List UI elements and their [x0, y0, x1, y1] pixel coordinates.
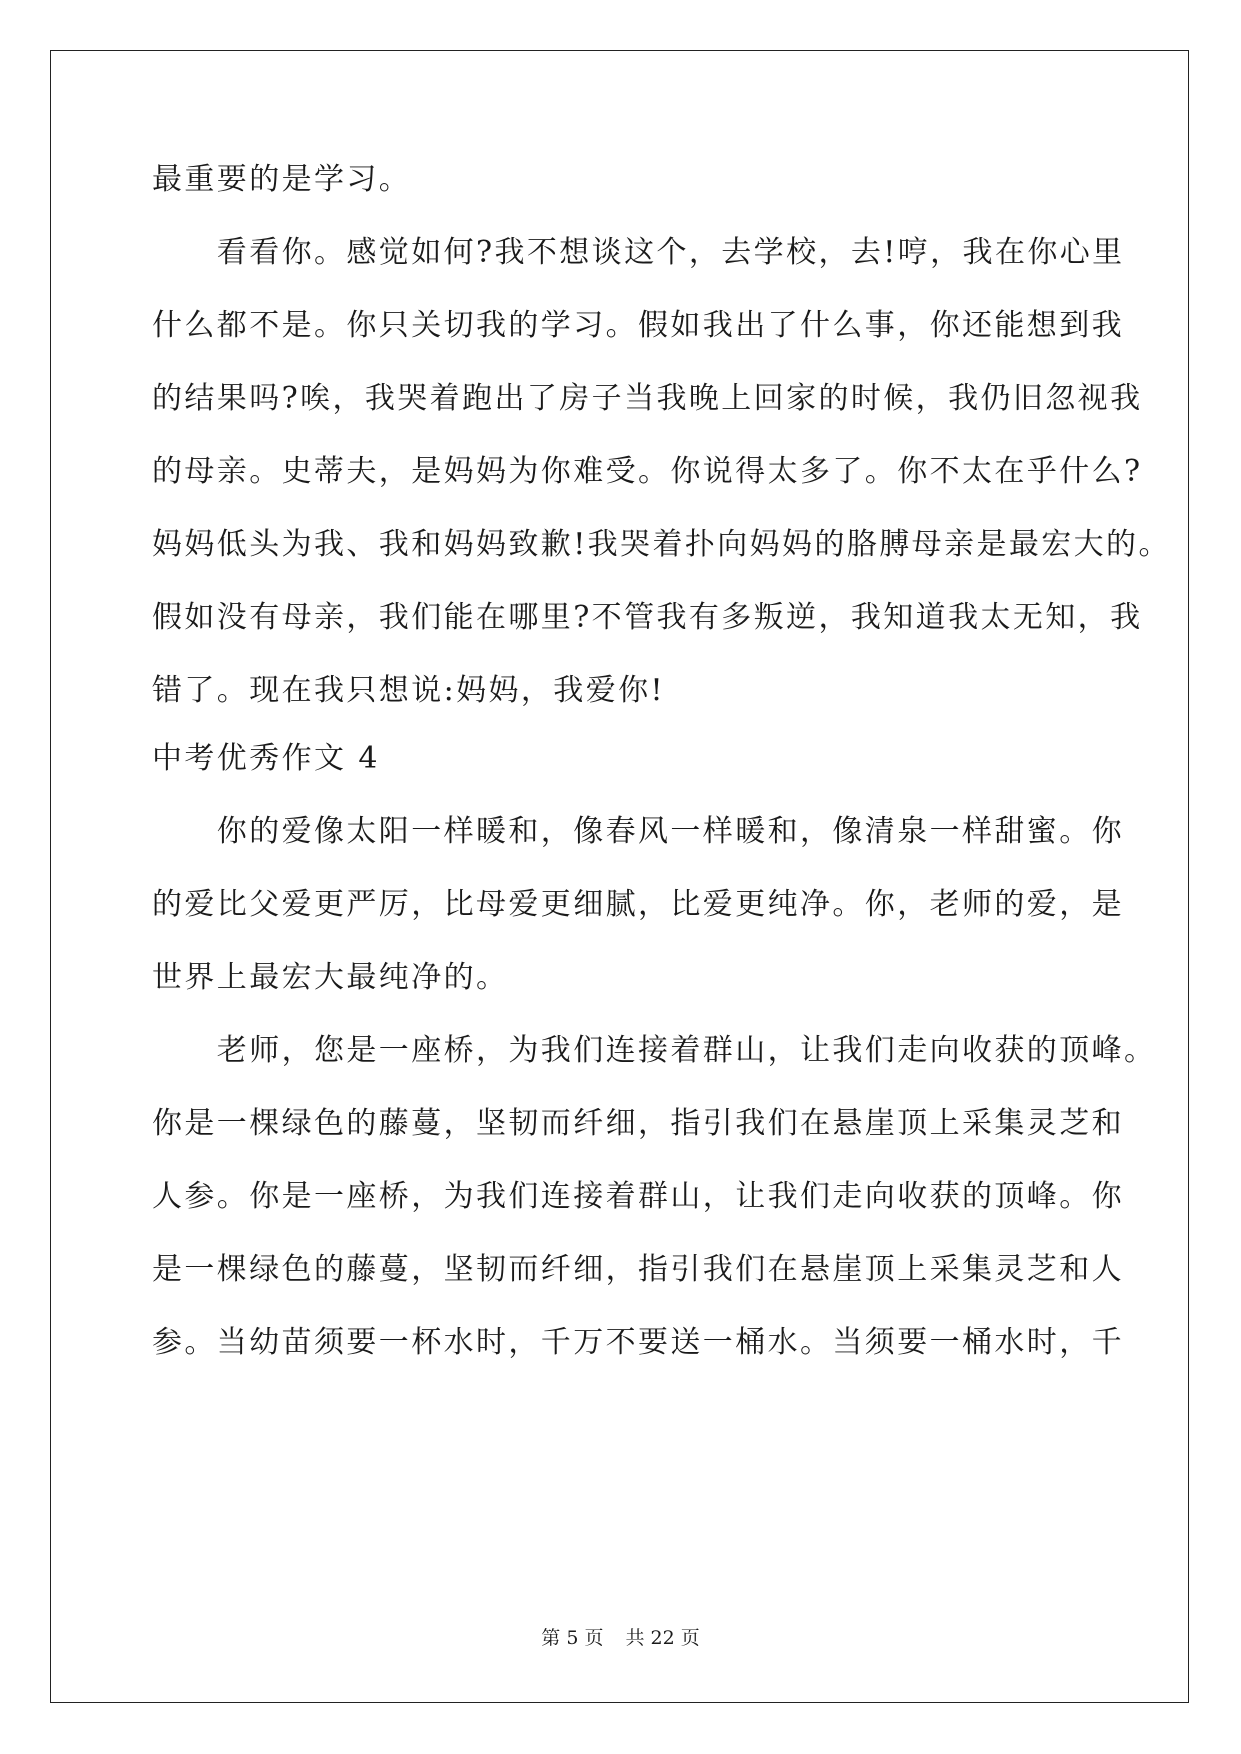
text-line: 假如没有母亲，我们能在哪里?不管我有多叛逆，我知道我太无知，我 — [152, 600, 1143, 635]
text-line: 看看你。感觉如何?我不想谈这个，去学校，去!哼，我在你心里 — [152, 235, 1125, 270]
text-line: 的结果吗?唉，我哭着跑出了房子当我晚上回家的时候，我仍旧忽视我 — [152, 381, 1143, 416]
text-line: 错了。现在我只想说:妈妈，我爱你! — [152, 673, 665, 708]
section-heading: 中考优秀作文 4 — [152, 741, 380, 776]
text-line: 你的爱像太阳一样暖和，像春风一样暖和，像清泉一样甜蜜。你 — [152, 814, 1124, 849]
text-line: 妈妈低头为我、我和妈妈致歉!我哭着扑向妈妈的胳膊母亲是最宏大的。 — [152, 527, 1171, 562]
text-line: 参。当幼苗须要一杯水时，千万不要送一桶水。当须要一桶水时，千 — [152, 1325, 1124, 1360]
page-frame — [50, 50, 1189, 1703]
text-line: 的母亲。史蒂夫，是妈妈为你难受。你说得太多了。你不太在乎什么? — [152, 454, 1143, 489]
text-line: 老师，您是一座桥，为我们连接着群山，让我们走向收获的顶峰。 — [152, 1033, 1157, 1068]
text-line: 是一棵绿色的藤蔓，坚韧而纤细，指引我们在悬崖顶上采集灵芝和人 — [152, 1252, 1124, 1287]
page-total: 共 22 页 — [625, 1627, 700, 1649]
text-line: 你是一棵绿色的藤蔓，坚韧而纤细，指引我们在悬崖顶上采集灵芝和 — [152, 1106, 1124, 1141]
page-footer — [0, 1626, 1241, 1650]
text-line: 世界上最宏大最纯净的。 — [152, 960, 509, 995]
text-line: 的爱比父爱更严厉，比母爱更细腻，比爱更纯净。你，老师的爱，是 — [152, 887, 1124, 922]
text-line: 人参。你是一座桥，为我们连接着群山，让我们走向收获的顶峰。你 — [152, 1179, 1124, 1214]
text-line: 什么都不是。你只关切我的学习。假如我出了什么事，你还能想到我 — [152, 308, 1124, 343]
page-number: 第 5 页 — [541, 1627, 604, 1649]
text-line: 最重要的是学习。 — [152, 162, 412, 197]
